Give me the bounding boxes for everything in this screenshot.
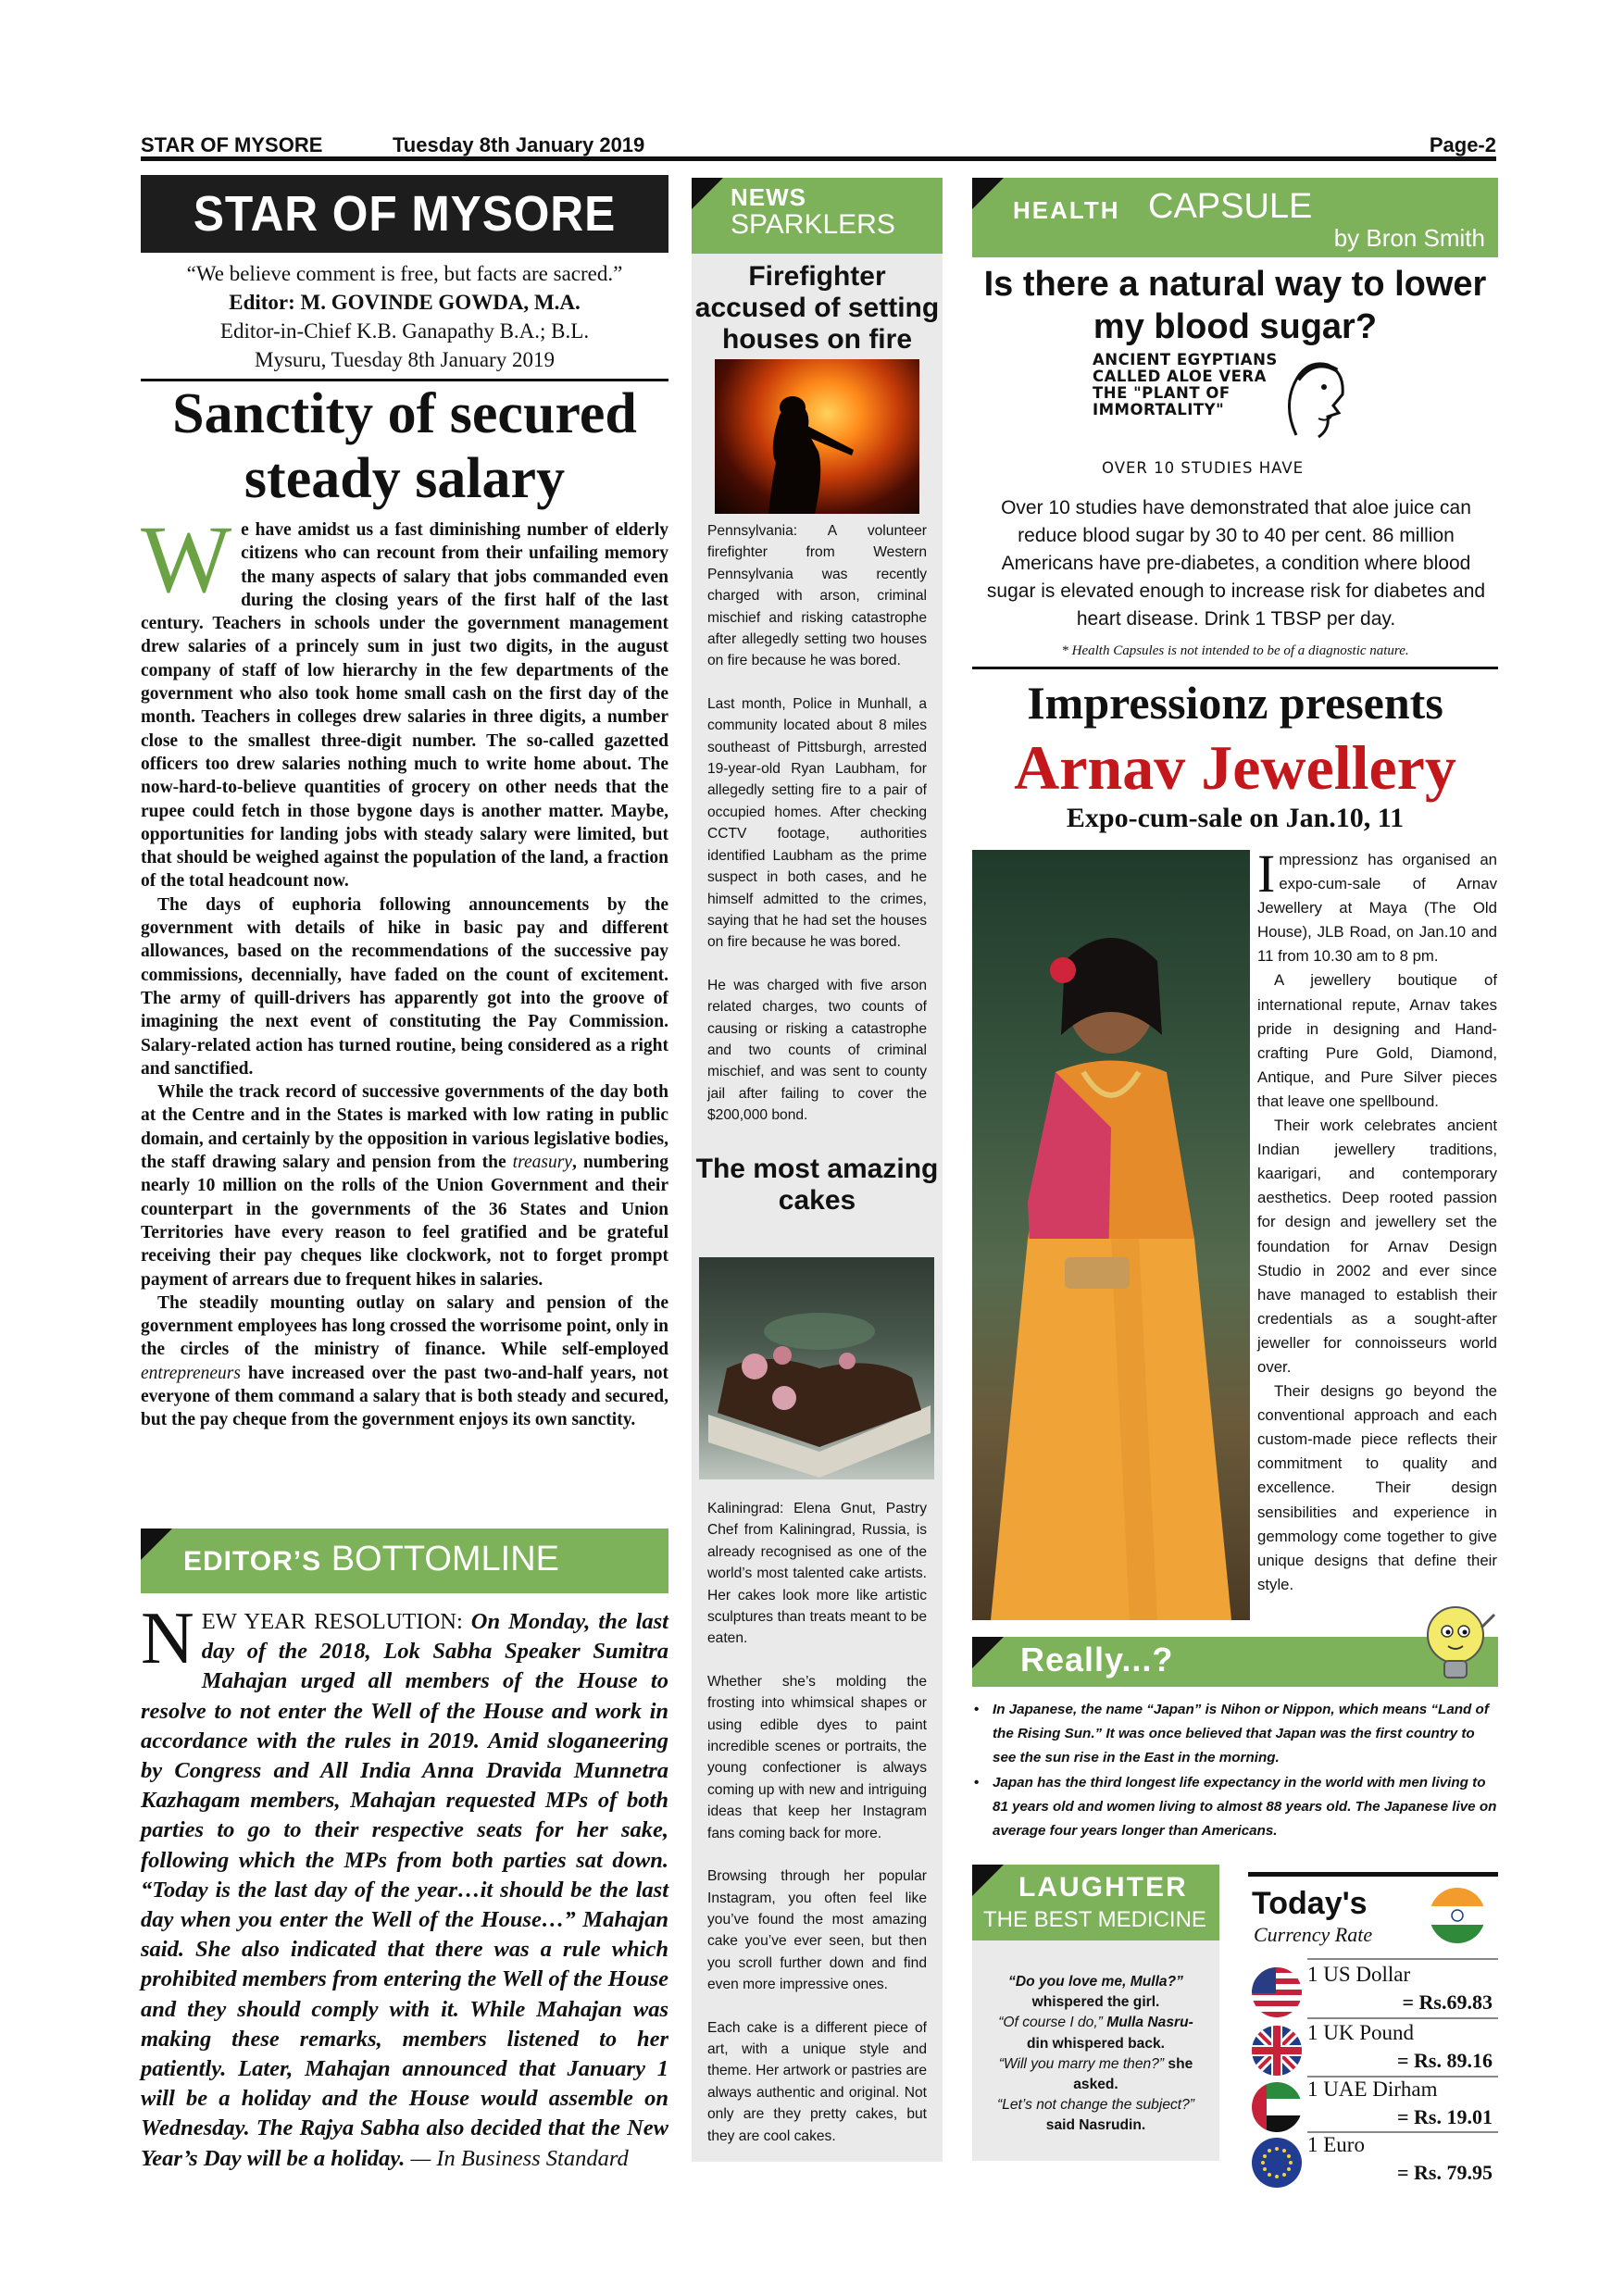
editorial-text: While the track record of successive governments of the day both at the Centre and in the States is marked with low rating in public domain, and certainly by the opposition in various legislative bodies, the staff drawing salary and pension from the	[141, 1082, 668, 1173]
bottomline-source: — In Business Standard	[410, 2145, 629, 2171]
currency-rate-value: = Rs.69.83	[1402, 1990, 1493, 2014]
joke-speaker: she	[1164, 2055, 1193, 2072]
currency-rate	[1397, 2048, 1493, 2074]
bottomline-label-bold: EDITOR’S	[183, 1546, 322, 1577]
ad-brand: Arnav Jewellery	[1014, 732, 1456, 803]
health-body: Over 10 studies have demonstrated that aloe juice can reduce blood sugar by 30 to 40 per cent. 86 million Americans have pre-diabetes, a condition where blood sugar is elevated enough to increase risk for diabetes and heart disease. Drink 1 TBSP per day.	[986, 497, 1486, 630]
drop-cap: W	[141, 506, 232, 613]
ad-paragraph: Their designs go beyond the conventional approach and each custom-made piece reflects their commitment to quality and excellence. Their design sensibilities and experience in gemmology come together to give unique designs that define their style.	[1257, 1382, 1497, 1593]
story-paragraph: He was charged with five arson related charges, two counts of causing or risking a catastrophe and two counts of criminal mischief, and was sent to county jail after failing to cover the $200,000 bond.	[707, 977, 927, 1124]
cartoon-line: ANCIENT EGYPTIANS	[1093, 351, 1278, 368]
cartoon-line: CALLED ALOE VERA	[1093, 368, 1267, 385]
currency-row	[1248, 2132, 1498, 2188]
corner-triangle-icon	[972, 178, 1004, 209]
laughter-label-top: LAUGHTER	[1018, 1872, 1188, 1903]
currency-row	[1248, 2077, 1498, 2132]
health-byline: by Bron Smith	[1333, 224, 1485, 252]
eu-flag-icon	[1252, 2138, 1302, 2188]
corner-triangle-icon	[972, 1637, 1004, 1668]
ad-paragraph: Their work celebrates ancient Indian jewellery traditions, kaarigari, and contemporary aesthetics. Deep rooted passion for design and jewellery set the foundation for Arnav Design Studio in 2002 and ever since have managed to establish their credentials as a sought-after jeweller for connoisseurs world over.	[1257, 1117, 1497, 1376]
editorial-paragraph	[141, 1080, 668, 1292]
health-capsule-header	[972, 178, 1498, 257]
corner-triangle-icon	[972, 1865, 1004, 1896]
joke-line	[981, 2054, 1210, 2075]
currency-title: Today's	[1252, 1886, 1368, 1921]
currency-row	[1248, 2020, 1498, 2076]
editorial-italic-word: entrepreneurs	[141, 1363, 241, 1383]
editorial-body	[141, 506, 668, 1432]
drop-cap: N	[141, 1598, 194, 1679]
health-headline: Is there a natural way to lower my blood sugar?	[983, 265, 1487, 346]
sparklers-label-top: NEWS	[731, 183, 806, 211]
cakes-story	[707, 1498, 927, 2168]
divider	[972, 667, 1498, 669]
joke-line: said Nasrudin.	[1045, 2117, 1146, 2134]
cakes-headline: The most amazing cakes	[695, 1154, 939, 1216]
divider	[1307, 1958, 1498, 1960]
ad-paragraph: A jewellery boutique of international repute, Arnav takes pride in designing and Hand-crafting Pure Gold, Diamond, Antique, and Pure Silver pieces that leave one spellbound.	[1257, 971, 1497, 1110]
uk-flag-icon	[1252, 2026, 1302, 2076]
masthead	[141, 175, 668, 253]
currency-rate	[1397, 2160, 1493, 2186]
currency-name: 1 Euro	[1307, 2133, 1365, 2156]
currency-name: 1 UK Pound	[1307, 2021, 1415, 2044]
running-header	[141, 130, 1496, 161]
ad-body	[1257, 843, 1497, 1597]
editorial-text: e have amidst us a fast diminishing number of elderly citizens who can recount from their unfailing memory the many aspects of salary that jobs commanded even during the closing years of the first half of the last century. Teachers in schools under the government management drew salaries of a princely sum in just two digits, in the august company of staff of low hierarchy in the few departments of the government who also took home small cash on the first day of the month. Teachers in colleges drew salaries in three digits, a number close to the smallest three-digit number. The so-called gazetted officers too drew salaries nothing much to write home about. The now-hard-to-believe quantities of grocery on other needs that the rupee could fetch in those bygone days is another matter. Maybe, opportunities for landing jobs with steady salary were limited, but that should be weighed against the population of the land, a fraction of the total headcount now.	[141, 520, 668, 892]
editorial-text: , numbering nearly 10 million on the rolls of the Union Government and their counterpart in the governments of the 36 States and Union Territories have every reason to feel gratified and be grateful receiving their pay cheques like clockwork, not to forget prompt payment of arrears due to frequent hikes in salaries.	[141, 1153, 668, 1290]
divider	[1307, 2017, 1498, 2019]
editorial-text: The steadily mounting outlay on salary and pension of the government employees has long crossed the worrisome point, only in the circles of the ministry of finance. While self-employed	[141, 1292, 668, 1360]
firefighter-story	[707, 520, 927, 1148]
editor-in-chief-line: Editor-in-Chief K.B. Ganapathy B.A.; B.L.	[219, 319, 590, 343]
cartoon-caption: OVER 10 STUDIES HAVE	[1102, 459, 1305, 477]
drop-cap: I	[1257, 843, 1276, 904]
sparklers-label-bottom: SPARKLERS	[731, 209, 895, 240]
laughter-header	[972, 1865, 1219, 1940]
motto: “We believe comment is free, but facts are sacred.”	[186, 262, 623, 285]
joke-line: whispered the girl.	[1031, 1994, 1160, 2011]
currency-subtitle: Currency Rate	[1254, 1923, 1373, 1946]
bottomline-header	[141, 1529, 668, 1593]
joke-line: “Let’s not change the subject?”	[997, 2097, 1194, 2114]
story-paragraph: Last month, Police in Munhall, a community located about 8 miles southeast of Pittsburgh, arrested 19-year-old Ryan Laubham, for allegedly setting fire to a pair of occupied homes. After checking CCTV footage, authorities identified Laubham as the prime suspect in both cases, and he himself admitted to the crimes, saying that he had set the houses on fire because he was bored.	[707, 695, 927, 951]
laughter-joke	[981, 1972, 1210, 2137]
bottomline-text: On Monday, the last day of the 2018, Lok Sabha Speaker Sumitra Mahajan urged all members of the House to resolve to not enter the Well of the House and work in accordance with the rules in 2019. Amid sloganeering by Congress and All India Anna Dravida Munnetra Kazhagam members, Mahajan requested MPs of both parties to go to their respective seats for her sake, following which the MPs from both parties sat down. “Today is the last day of the year…it should be the last day when you enter the Well of the House…” Mahajan said. She also indicated that there was a rule which prohibited members from entering the Well of the House and they should comply with it. While Mahajan was making these remarks, members listened to her patiently. Later, Mahajan announced that January 1 will be a holiday and the House would assemble on Wednesday. The Rajya Sabha also decided that the New Year’s Day will be a holiday.	[141, 1609, 668, 2171]
laughter-label-bottom: THE BEST MEDICINE	[983, 1907, 1206, 1932]
editorial-headline: Sanctity of secured steady salary	[172, 382, 637, 510]
health-label-bold: HEALTH	[1013, 196, 1120, 224]
health-disclaimer: * Health Capsules is not intended to be of a diagnostic nature.	[1061, 643, 1409, 658]
aloe-cartoon-face	[1278, 352, 1352, 444]
editorial-paragraph	[141, 506, 668, 893]
aloe-cartoon	[1093, 352, 1380, 477]
ad-paragraph	[1257, 843, 1497, 968]
masthead-title: STAR OF MYSORE	[193, 186, 617, 242]
lightbulb-icon	[1418, 1600, 1500, 1689]
ad-presenter: Impressionz presents	[1027, 677, 1443, 729]
bottomline-label-rest: BOTTOMLINE	[321, 1540, 560, 1578]
ad-event: Expo-cum-sale on Jan.10, 11	[1066, 803, 1405, 833]
editorial-italic-word: treasury	[512, 1153, 572, 1173]
bottomline-body	[141, 1598, 668, 2174]
currency-rate-value: = Rs. 19.01	[1397, 2105, 1493, 2128]
joke-line: din whispered back.	[1026, 2035, 1166, 2052]
joke-line: asked.	[1073, 2077, 1118, 2093]
corner-triangle-icon	[141, 1529, 172, 1560]
fire-photo	[715, 359, 919, 514]
dateline: Mysuru, Tuesday 8th January 2019	[255, 348, 555, 371]
woman-photo	[972, 850, 1250, 1620]
bottomline-label	[183, 1540, 559, 1579]
bottomline-lead: EW YEAR RESOLUTION:	[201, 1609, 471, 1634]
currency-row	[1248, 1962, 1498, 2017]
currency-name: 1 US Dollar	[1307, 1963, 1411, 1986]
currency-name: 1 UAE Dirham	[1307, 2078, 1438, 2101]
header-page-number: Page-2	[1429, 133, 1496, 156]
list-item: • Japan has the third longest life expectancy in the world with men living to 81 years old and women living to almost 88 years old. The Japanese live on average four years longer than Americans.	[972, 1771, 1498, 1844]
currency-rate-value: = Rs. 79.95	[1397, 2161, 1493, 2184]
currency-rate	[1403, 1990, 1493, 2015]
firefighter-headline: Firefighter accused of setting houses on fire	[694, 261, 940, 355]
really-facts-list	[972, 1698, 1498, 1843]
editorial-info	[141, 259, 668, 374]
currency-rate-box	[1248, 1872, 1498, 2184]
ad-text: mpressionz has organised an expo-cum-sale of Arnav Jewellery at Maya (The Old House), JLB Road, on Jan.10 and 11 from 10.30 am to 8 pm.	[1257, 851, 1497, 966]
story-paragraph: Browsing through her popular Instagram, you often feel like you’ve found the most amazing cake you’ve ever seen, but then you scroll further down and find even more impressive ones.	[707, 1868, 927, 1993]
editorial-paragraph	[141, 1292, 668, 1432]
health-label-rest: CAPSULE	[1148, 187, 1313, 226]
story-paragraph: Whether she’s molding the frosting into whimsical shapes or using edible dyes to paint incredible scenes or portraits, the young confectioner is always coming up with new and intriguing ideas that keep her Instagram fans coming back for more.	[707, 1673, 927, 1841]
joke-speaker: Mulla Nasru-	[1102, 2015, 1193, 2031]
editorial-text: have increased over the past two-and-half years, not everyone of them command a salary that is both steady and secured, but the pay cheque from the government enjoys its own sanctity.	[141, 1363, 668, 1430]
list-item: • In Japanese, the name “Japan” is Nihon or Nippon, which means “Land of the Rising Sun.” It was once believed that Japan was the first country to see the sun rise in the East in the morning.	[972, 1698, 1498, 1771]
cartoon-line: THE "PLANT OF	[1093, 384, 1230, 402]
editor-line: Editor: M. GOVINDE GOWDA, M.A.	[229, 291, 581, 314]
us-flag-icon	[1252, 1967, 1302, 2017]
story-paragraph: Each cake is a different piece of art, with a unique style and theme. Her artwork or pastries are always authentic and original. Not only are they pretty cakes, but they are cool cakes.	[707, 2019, 927, 2144]
cake-photo	[699, 1257, 934, 1479]
joke-quote: “Of course I do,”	[998, 2015, 1103, 2031]
uae-flag-icon	[1252, 2082, 1302, 2132]
joke-quote: “Will you marry me then?”	[998, 2055, 1165, 2072]
story-paragraph: Kaliningrad: Elena Gnut, Pastry Chef from Kaliningrad, Russia, is already recognised as one of the world’s most talented cake artists. Her cakes look more like artistic sculptures than treats meant to be eaten.	[707, 1501, 927, 1647]
header-publication: STAR OF MYSORE	[141, 133, 323, 156]
corner-triangle-icon	[692, 178, 723, 209]
news-sparklers-header	[692, 178, 943, 254]
currency-rate	[1397, 2104, 1493, 2130]
joke-line	[981, 2013, 1210, 2033]
cartoon-text	[1093, 352, 1278, 418]
story-paragraph: Pennsylvania: A volunteer firefighter from Western Pennsylvania was recently charged with arson, criminal mischief and risking catastrophe after allegedly setting two houses on fire because he was bored.	[707, 523, 927, 669]
header-date: Tuesday 8th January 2019	[393, 133, 645, 156]
cartoon-line: IMMORTALITY"	[1093, 401, 1225, 418]
joke-line: “Do you love me, Mulla?”	[1008, 1974, 1183, 1990]
editorial-paragraph: The days of euphoria following announcements by the government with details of hike in basic pay and different allowances, based on the recommendations of the successive pay commissions, decennially, have faded on the count of excitement. The army of quill-drivers has apparently got into the groove of imagining the next event of constituting the Pay Commission. Salary-related action has turned routine, being considered as a right and sanctified.	[141, 894, 668, 1079]
india-flag-icon	[1430, 1888, 1485, 1943]
currency-rate-value: = Rs. 89.16	[1397, 2049, 1493, 2072]
really-label: Really...?	[1020, 1641, 1174, 1678]
